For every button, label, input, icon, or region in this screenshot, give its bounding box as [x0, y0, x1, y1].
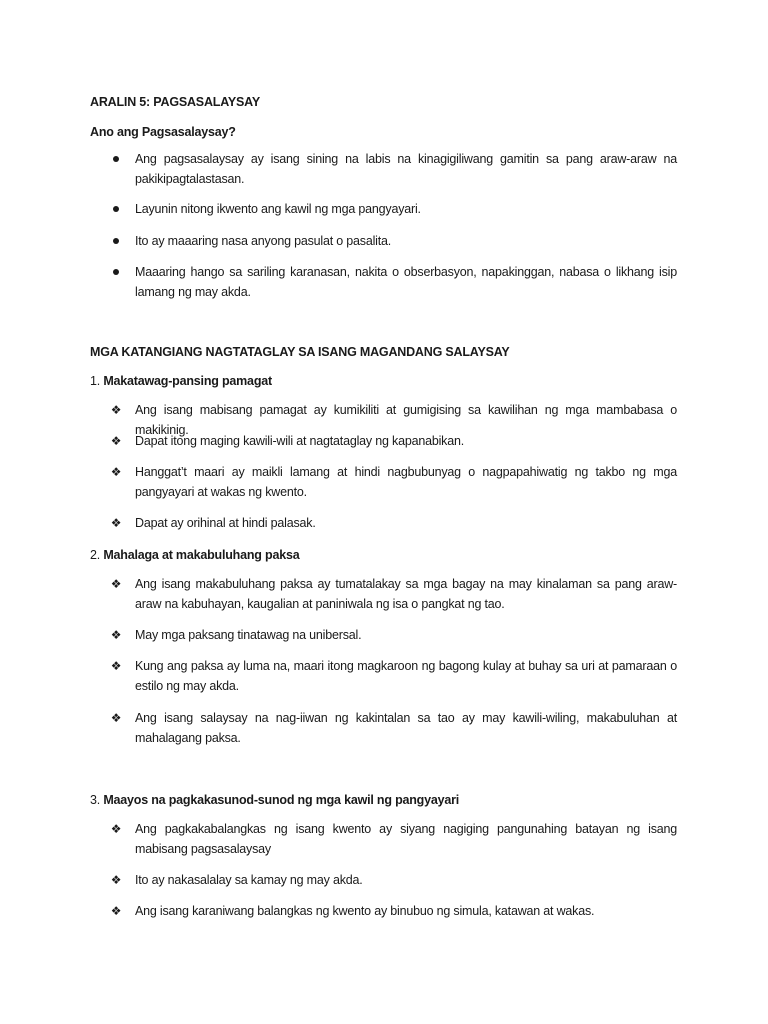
diamond-bullet-icon: ❖ — [110, 516, 122, 530]
diamond-bullet-icon: ❖ — [110, 822, 122, 836]
bullet-icon — [108, 231, 124, 251]
list-item-text: Ang isang mabisang pamagat ay kumikiliti at gumigising sa kawilihan ng mga mambabasa o makikinig. — [135, 403, 677, 437]
subsection-heading — [90, 790, 459, 810]
diamond-bullet-icon: ❖ — [110, 873, 122, 887]
question-heading: Ano ang Pagsasalaysay? — [90, 125, 236, 139]
list-item-text: Ang pagkakabalangkas ng isang kwento ay siyang nagiging pangunahing batayan ng isang mabisang pagsasalaysay — [135, 822, 677, 856]
subsection-number: 3. — [90, 793, 101, 807]
diamond-bullet-icon: ❖ — [110, 711, 122, 725]
list-item-text: Ang isang karaniwang balangkas ng kwento ay binubuo ng simula, katawan at wakas. — [135, 904, 595, 918]
list-item-text: Dapat ay orihinal at hindi palasak. — [135, 516, 316, 530]
diamond-bullet-icon: ❖ — [110, 403, 122, 417]
list-item-text: Ang isang salaysay na nag-iiwan ng kakintalan sa tao ay may kawili-wiling, makabuluhan at mahalagang paksa. — [135, 711, 677, 745]
list-item-text: Ang isang makabuluhang paksa ay tumatalakay sa mga bagay na may kinalaman sa pang araw-araw na kabuhayan, kaugalian at paniniwala ng isa o pangkat ng tao. — [135, 577, 677, 611]
subsection-number: 1. — [90, 374, 101, 388]
list-item-text: Kung ang paksa ay luma na, maari itong magkaroon ng bagong kulay at buhay sa uri at pamaraan o estilo ng may akda. — [135, 659, 677, 693]
list-item-text: Hanggat’t maari ay maikli lamang at hindi nagbubunyag o nagpapahiwatig ng takbo ng mga pangyayari at wakas ng kwento. — [135, 465, 677, 499]
diamond-bullet-icon: ❖ — [110, 465, 122, 479]
diamond-bullet-icon: ❖ — [110, 577, 122, 591]
subsection-label: Makatawag-pansing pamagat — [103, 374, 272, 388]
list-item-text: May mga paksang tinatawag na unibersal. — [135, 628, 362, 642]
subsection-heading — [90, 371, 272, 391]
list-item-text: Maaaring hango sa sariling karanasan, nakita o obserbasyon, napakinggan, nabasa o likhang isip lamang ng may akda. — [135, 265, 677, 299]
diamond-bullet-icon: ❖ — [110, 628, 122, 642]
list-item-text: Ito ay maaaring nasa anyong pasulat o pasalita. — [135, 234, 392, 248]
section-heading: MGA KATANGIANG NAGTATAGLAY SA ISANG MAGANDANG SALAYSAY — [90, 345, 510, 359]
diamond-bullet-icon: ❖ — [110, 659, 122, 673]
subsection-label: Mahalaga at makabuluhang paksa — [103, 548, 300, 562]
bullet-icon — [108, 262, 124, 282]
list-item-text: Ito ay nakasalalay sa kamay ng may akda. — [135, 873, 363, 887]
bullet-icon — [108, 149, 124, 169]
diamond-bullet-icon: ❖ — [110, 904, 122, 918]
diamond-bullet-icon: ❖ — [110, 434, 122, 448]
lesson-title: ARALIN 5: PAGSASALAYSAY — [90, 95, 260, 109]
subsection-heading — [90, 545, 299, 565]
bullet-icon — [108, 199, 124, 219]
list-item-text: Ang pagsasalaysay ay isang sining na labis na kinagigiliwang gamitin sa pang araw-araw na pakikipagtalastasan. — [135, 152, 677, 186]
subsection-number: 2. — [90, 548, 101, 562]
list-item-text: Layunin nitong ikwento ang kawil ng mga pangyayari. — [135, 202, 421, 216]
subsection-label: Maayos na pagkakasunod-sunod ng mga kawil ng pangyayari — [103, 793, 460, 807]
list-item-text: Dapat itong maging kawili-wili at nagtataglay ng kapanabikan. — [135, 434, 464, 448]
